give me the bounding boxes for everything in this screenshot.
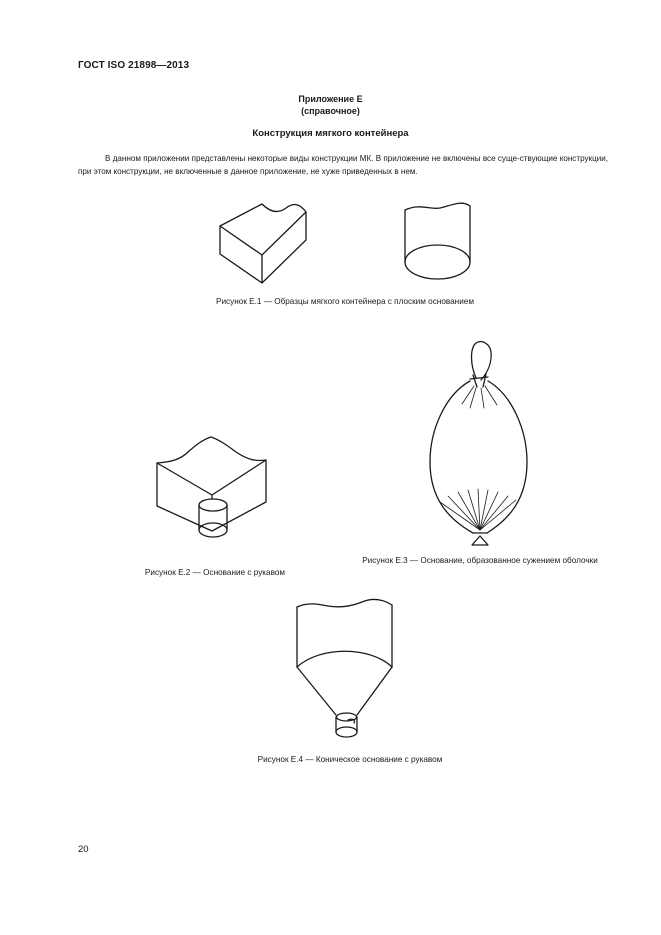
- figure-e1-caption: Рисунок Е.1 — Образцы мягкого контейнера с плоским основанием: [216, 297, 474, 306]
- document-header: ГОСТ ISO 21898—2013: [78, 60, 190, 71]
- page-number: 20: [78, 844, 89, 855]
- figure-e2-caption: Рисунок Е.2 — Основание с рукавом: [144, 568, 286, 577]
- appendix-title: Приложение Е: [298, 94, 363, 104]
- appendix-subtitle: (справочное): [301, 106, 360, 116]
- section-title: Конструкция мягкого контейнера: [252, 128, 409, 139]
- intro-paragraph: В данном приложении представлены некоторые виды конструкции МК. В приложение не включены все суще-ствующие конструкции, при этом конструкции, не включенные в данное приложение, не хуже приведенных в нем.: [78, 154, 608, 176]
- figure-e4-caption: Рисунок Е.4 — Коническое основание с рукавом: [257, 755, 443, 764]
- figure-e3-caption: Рисунок Е.3 — Основание, образованное сужением оболочки: [362, 556, 598, 565]
